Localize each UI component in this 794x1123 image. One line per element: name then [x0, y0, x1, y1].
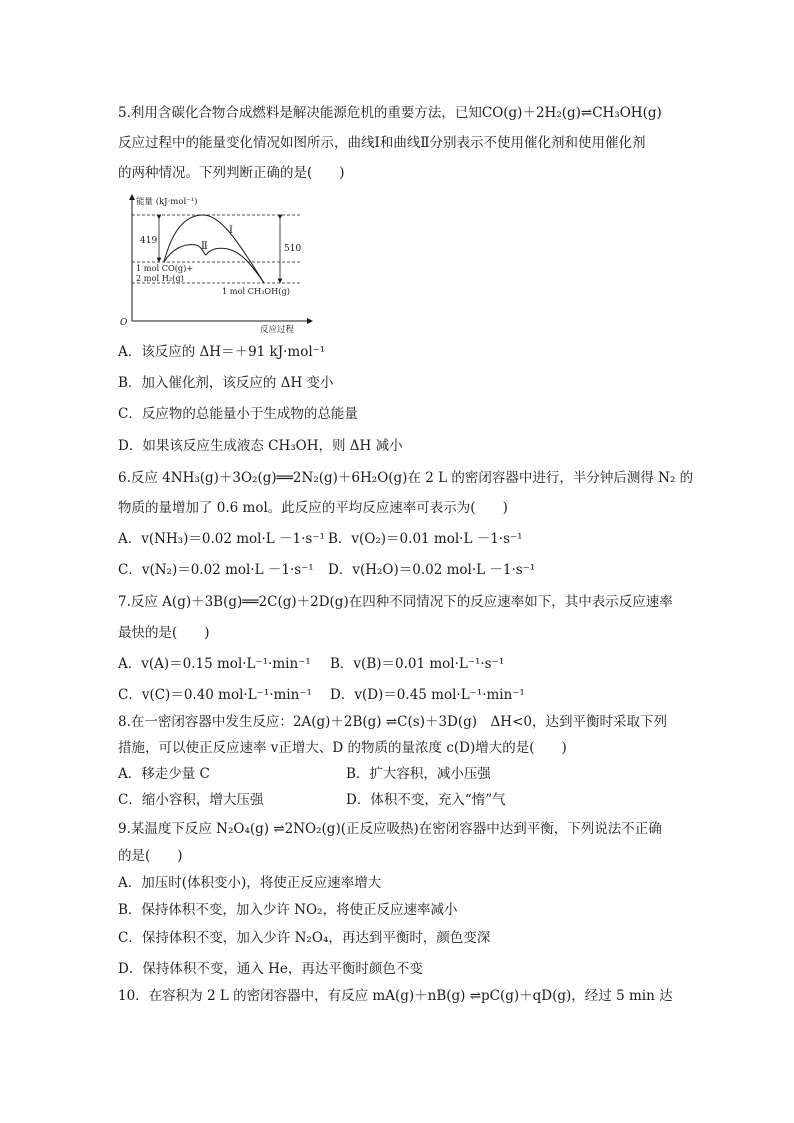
origin-label: O [120, 318, 128, 328]
q8-stem-line1: 8.在一密闭容器中发生反应：2A(g)＋2B(g) ⇌C(s)＋3D(g) ΔH<0，达到平衡时采取下列 [118, 714, 667, 730]
curve-1-label: Ⅰ [229, 225, 233, 236]
q8-stem-line2: 措施，可以使正反应速率 v正增大、D 的物质的量浓度 c(D)增大的是( ) [118, 740, 567, 756]
q9-option-d: D．保持体积不变，通入 He，再达平衡时颜色不变 [118, 961, 423, 977]
label-510: 510 [284, 244, 302, 254]
q5-stem-line1: 5.利用含碳化合物合成燃料是解决能源危机的重要方法，已知CO(g)＋2H₂(g)⇌CH₃OH(g) [118, 105, 662, 121]
q7-option-a: A．v(A)＝0.15 mol·L⁻¹·min⁻¹ [118, 656, 311, 672]
energy-diagram [118, 193, 313, 335]
curve-2-label: Ⅱ [201, 241, 208, 252]
q7-option-d: D．v(D)＝0.45 mol·L⁻¹·min⁻¹ [330, 687, 525, 703]
q8-option-c: C．缩小容积，增大压强 [118, 792, 264, 808]
label-419: 419 [140, 236, 158, 246]
reactant-label-1: 1 mol CO(g)+ [136, 263, 194, 273]
q5-stem-line2: 反应过程中的能量变化情况如图所示，曲线Ⅰ和曲线Ⅱ分别表示不使用催化剂和使用催化剂 [118, 135, 646, 151]
q6-option-d: D．v(H₂O)＝0.02 mol·L －1·s⁻¹ [328, 562, 536, 578]
q6-stem-line2: 物质的量增加了 0.6 mol。此反应的平均反应速率可表示为( ) [118, 500, 508, 516]
q8-option-a: A．移走少量 C [118, 766, 210, 782]
q9-stem-line1: 9.某温度下反应 N₂O₄(g) ⇌2NO₂(g)(正反应吸热)在密闭容器中达到平衡，下列说法不正确 [118, 821, 662, 837]
q6-option-c: C．v(N₂)＝0.02 mol·L －1·s⁻¹ [118, 562, 314, 578]
q5-option-a: A．该反应的 ΔH＝＋91 kJ·mol⁻¹ [118, 344, 326, 360]
q6-stem-line1: 6.反应 4NH₃(g)＋3O₂(g)══2N₂(g)＋6H₂O(g)在 2 L 的密闭容器中进行，半分钟后测得 N₂ 的 [118, 470, 694, 486]
q6-option-b: B．v(O₂)＝0.01 mol·L －1·s⁻¹ [328, 531, 523, 547]
y-axis-label: 能量 (kJ·mol⁻¹) [136, 197, 198, 207]
q5-option-b: B．加入催化剂，该反应的 ΔH 变小 [118, 375, 334, 391]
x-axis-label: 反应过程 [260, 325, 295, 335]
q5-stem-line3: 的两种情况。下列判断正确的是( ) [118, 165, 345, 181]
q9-option-a: A．加压时(体积变小)，将使正反应速率增大 [118, 875, 382, 891]
q7-option-c: C．v(C)＝0.40 mol·L⁻¹·min⁻¹ [118, 687, 312, 703]
q6-option-a: A．v(NH₃)＝0.02 mol·L －1·s⁻¹ [118, 531, 325, 547]
reactant-label-2: 2 mol H₂(g) [136, 273, 184, 283]
q8-option-b: B．扩大容积，减小压强 [346, 766, 491, 782]
q10-stem-line1: 10．在容积为 2 L 的密闭容器中，有反应 mA(g)＋nB(g) ⇌pC(g)＋qD(g)，经过 5 min 达 [118, 988, 673, 1004]
q9-option-c: C．保持体积不变，加入少许 N₂O₄，再达到平衡时，颜色变深 [118, 930, 491, 946]
q7-stem-line1: 7.反应 A(g)＋3B(g)══2C(g)＋2D(g)在四种不同情况下的反应速率如下，其中表示反应速率 [118, 594, 673, 610]
q9-option-b: B．保持体积不变，加入少许 NO₂，将使正反应速率减小 [118, 902, 458, 918]
q9-stem-line2: 的是( ) [118, 848, 183, 864]
q5-option-c: C．反应物的总能量小于生成物的总能量 [118, 406, 358, 422]
q5-option-d: D．如果该反应生成液态 CH₃OH，则 ΔH 减小 [118, 438, 403, 454]
product-label: 1 mol CH₃OH(g) [222, 286, 290, 296]
q8-option-d: D．体积不变，充入“惰”气 [346, 792, 506, 808]
q7-option-b: B．v(B)＝0.01 mol·L⁻¹·s⁻¹ [330, 656, 505, 672]
q7-stem-line2: 最快的是( ) [118, 625, 210, 641]
